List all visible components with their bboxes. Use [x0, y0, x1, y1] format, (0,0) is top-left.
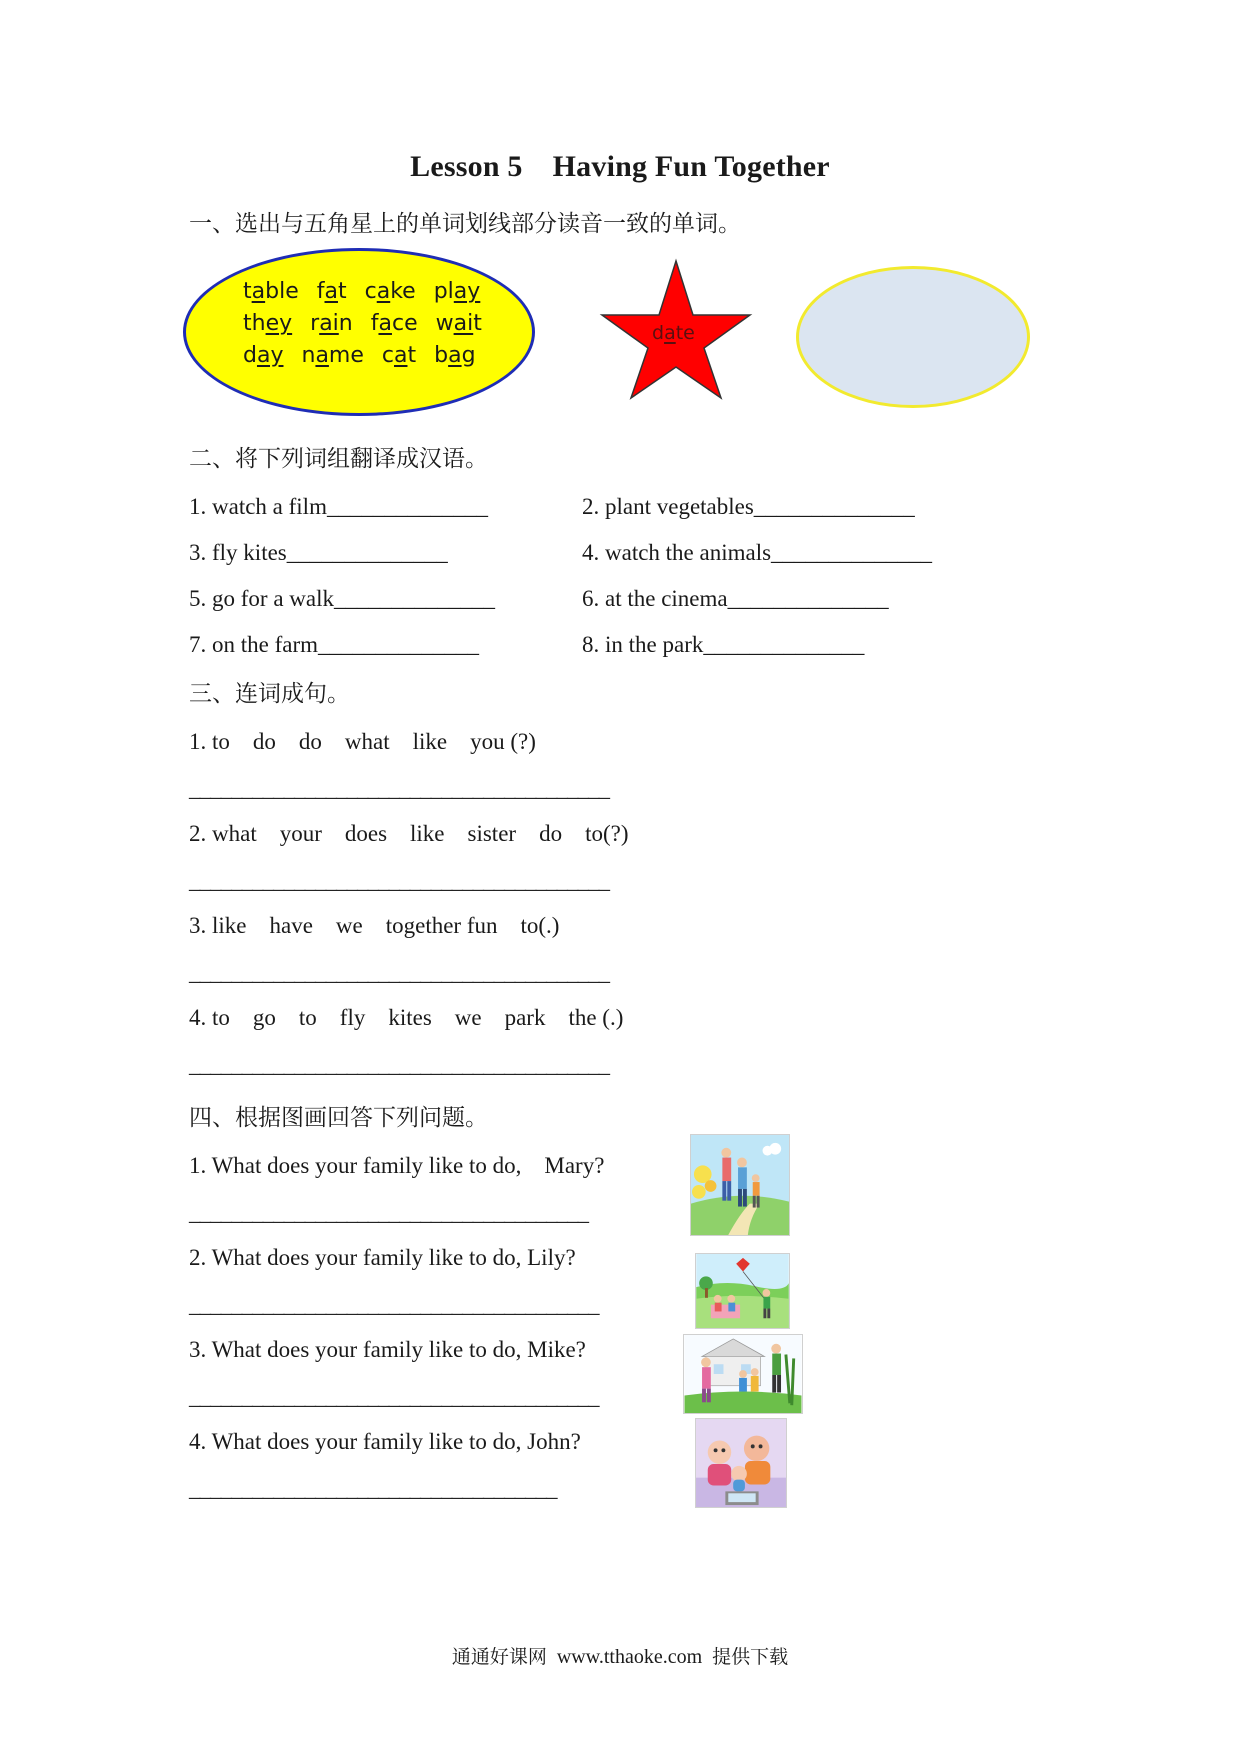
question-item-4: 4. What does your family like to do, John?	[189, 1429, 581, 1454]
sentence-item-3: 3. like have we together fun to(.)	[189, 913, 560, 938]
translate-item-1: 1. watch a film______________	[189, 494, 488, 519]
section2-heading: 二、将下列词组翻译成汉语。	[189, 446, 488, 472]
question-item-3: 3. What does your family like to do, Mike?	[189, 1337, 586, 1362]
sentence-answer-line[interactable]: ________________________________________	[189, 868, 609, 893]
word-option: play	[433, 279, 481, 304]
footer	[0, 1642, 1240, 1669]
translate-item-6: 6. at the cinema______________	[582, 586, 889, 611]
sentence-answer-line[interactable]: ________________________________________	[189, 960, 609, 985]
translate-item-5: 5. go for a walk______________	[189, 586, 495, 611]
lesson-name: Having Fun Together	[552, 150, 830, 183]
footer-site-name: 通通好课网	[451, 1646, 547, 1668]
footer-url[interactable]: www.tthaoke.com	[556, 1646, 703, 1668]
word-option: rain	[310, 311, 353, 336]
word-row	[243, 279, 498, 304]
question-answer-line-1[interactable]: ______________________________________	[189, 1200, 588, 1225]
translate-item-4: 4. watch the animals______________	[582, 540, 933, 565]
star-word: date	[652, 322, 695, 344]
lesson-number: Lesson 5	[410, 150, 523, 183]
sentence-answer-line[interactable]: ________________________________________	[189, 1052, 609, 1077]
sentence-answer-line[interactable]: ________________________________________	[189, 776, 609, 801]
question-item-2: 2. What does your family like to do, Lily?	[189, 1245, 576, 1270]
translate-item-3: 3. fly kites______________	[189, 540, 448, 565]
sentence-item-1: 1. to do do what like you (?)	[189, 729, 536, 754]
word-option: cake	[364, 279, 416, 304]
word-option: wait	[435, 311, 482, 336]
section1-heading: 一、选出与五角星上的单词划线部分读音一致的单词。	[189, 211, 741, 237]
sentence-item-4: 4. to go to fly kites we park the (.)	[189, 1005, 624, 1030]
translate-item-2: 2. plant vegetables______________	[582, 494, 915, 519]
answer-ellipse[interactable]	[796, 266, 1030, 408]
question-answer-line-3[interactable]: _______________________________________	[189, 1384, 599, 1409]
kite-picnic-picture	[695, 1253, 790, 1329]
word-option: they	[243, 311, 293, 336]
translate-item-7: 7. on the farm______________	[189, 632, 480, 657]
word-option: day	[243, 343, 284, 368]
question-answer-line-4[interactable]: ___________________________________	[189, 1476, 557, 1501]
section3-heading: 三、连词成句。	[189, 681, 350, 707]
sentence-item-2: 2. what your does like sister do to(?)	[189, 821, 629, 846]
word-option: cat	[381, 343, 417, 368]
word-row	[243, 343, 494, 368]
family-walk-picture	[690, 1134, 790, 1236]
farm-picture	[683, 1334, 803, 1414]
word-option: table	[243, 279, 299, 304]
question-item-1: 1. What does your family like to do, Mary?	[189, 1153, 605, 1178]
word-option: fat	[316, 279, 347, 304]
question-answer-line-2[interactable]: _______________________________________	[189, 1292, 599, 1317]
word-option: face	[370, 311, 418, 336]
word-row	[243, 311, 500, 336]
translate-item-8: 8. in the park______________	[582, 632, 865, 657]
word-option: name	[301, 343, 364, 368]
section4-heading: 四、根据图画回答下列问题。	[189, 1105, 488, 1131]
footer-download: 提供下载	[712, 1646, 789, 1668]
family-tv-picture	[695, 1418, 787, 1508]
page-title	[0, 150, 1240, 184]
word-option: bag	[434, 343, 476, 368]
